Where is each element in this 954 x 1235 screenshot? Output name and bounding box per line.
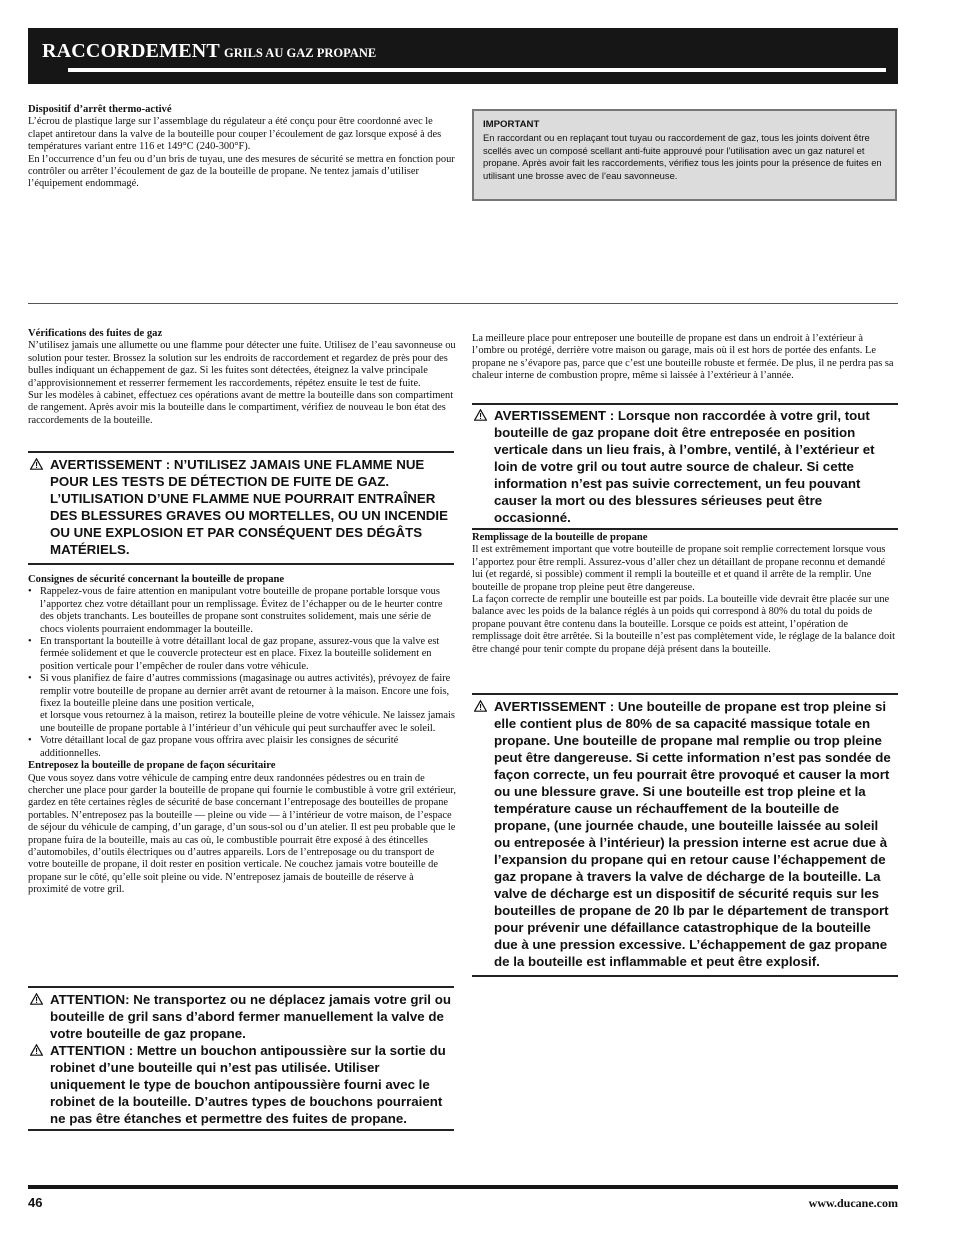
thermo-section: [28, 104, 456, 191]
warning-icon: [30, 1042, 50, 1059]
best-place-section: [472, 333, 897, 383]
warning-disconnected-text: AVERTISSEMENT : Lorsque non raccordée à votre gril, tout bouteille de gaz propane doit être entreposée en position verticale dans un lieu frais, à l’ombre, ventilé, à l’extérieur et loin de votre gril ou tout autre source de chaleur. Si cette information n’est pas suivie correctement, un feu pouvant causer la mort ou des blessures sérieuses peut être occasionné.: [494, 408, 875, 525]
thermo-paragraph-2: En l’occurrence d’un feu ou d’un bris de tuyau, une des mesures de sécurité se mettra en fonction pour contrôler ou arrêter l’écoulement de gaz de la bouteille de propane. Ne tentez jamais d’utiliser l’équipement endommagé.: [28, 153, 455, 190]
thermo-heading: Dispositif d’arrêt thermo-activé: [28, 104, 172, 115]
thermo-paragraph-1: L’écrou de plastique large sur l’assemblage du régulateur a été conçu pour être coordonné avec le clapet antiretour dans la valve de la bouteille pour couper l’écoulement de gaz lorsque exposé à des températures variant entre 116 et 149°C (240-300°F).: [28, 116, 442, 153]
refill-paragraph-1: Il est extrêmement important que votre bouteille de propane soit remplie correctement lorsque vous l’apportez pour être rempli. Assurez-vous d’aller chez un détaillant de propane reconnu et demandé lui (et regardé, si possible) comment il rempli la bouteille et et quand il arrête de la remplir. Une bouteille de propane trop pleine peut être dangereuse.: [472, 544, 886, 593]
list-item: [28, 673, 456, 735]
section-title: RACCORDEMENT: [42, 40, 220, 62]
leaks-paragraph-1: N’utilisez jamais une allumette ou une flamme pour détecter une fuite. Utilisez de l’eau savonneuse ou solution pour tester. Brossez la solution sur les endroits de raccordement et regardez de près pour des bulles indiquant un échappement de gaz. Si les fuites sont détectées, éteignez la valve principale d’approvisionnement et resserrer fermement les raccordements, répétez ensuite le test de fuite.: [28, 340, 456, 389]
important-text: En raccordant ou en replaçant tout tuyau ou raccordement de gaz, tous les joints doivent être scellés avec un composé scellant anti-fuite approuvé pour l’utilisation avec un gaz naturel et propane. Après avoir fait les raccordements, vérifiez tous les joints pour la présence de fuites en utilisant une brosse avec de l’eau savonneuse.: [483, 131, 882, 182]
website-url: www.ducane.com: [808, 1196, 898, 1210]
list-item: • Votre détaillant local de gaz propane vous offrira avec plaisir les consignes de sécurité additionnelles.: [28, 735, 456, 760]
attention-2-text: ATTENTION : Mettre un bouchon antipoussière sur la sortie du robinet d’une bouteille qui n’est pas utilisée. Utiliser uniquement le type de bouchon antipoussière fourni avec le robinet de la bouteille. D’autres types de bouchons pourraient ne pas être étanches et permettre des fuites de propane.: [50, 1043, 446, 1126]
best-place-paragraph: La meilleure place pour entreposer une bouteille de propane est dans un endroit à l’extérieur à l’ombre ou protégé, derrière votre maison ou garage, mais où il est hors de portée des enfants. Le propane ne s’évapore pas, parce que c’est une bouteille robuste et fermée. De plus, il ne perdra pas sa chaleur interne de combustion propre, même si laissée à l’extérieur à l’année.: [472, 333, 894, 382]
footer-rule: [28, 1185, 898, 1189]
leaks-section: [28, 328, 456, 427]
warning-flame: [28, 451, 454, 565]
leaks-paragraph-2: Sur les modèles à cabinet, effectuez ces opérations avant de mettre la bouteille dans son compartiment de rangement. Après avoir mis la bouteille dans le compartiment, vérifiez de nouveau le bon état des raccordements de la bouteille.: [28, 390, 454, 426]
consignes-list: [28, 586, 456, 760]
list-item-continuation: et lorsque vous retournez à la maison, retirez la bouteille pleine de votre véhicule. Ne laissez jamais une bouteille de propane portable à l’intérieur d’un véhicule qui peut surchauffer avec le soleil.: [40, 710, 455, 734]
attention-1-text: ATTENTION: Ne transportez ou ne déplacez jamais votre gril ou bouteille de gril sans d’abord fermer manuellement la valve de votre bouteille de gaz propane.: [50, 992, 451, 1041]
important-title: IMPORTANT: [483, 119, 540, 130]
section-divider: [28, 303, 898, 304]
leaks-heading: Vérifications des fuites de gaz: [28, 328, 163, 339]
warning-overfill: [472, 693, 898, 977]
warning-icon: [474, 698, 494, 715]
warning-icon: [30, 991, 50, 1008]
page-number: 46: [28, 1195, 43, 1210]
consignes-heading: Consignes de sécurité concernant la bouteille de propane: [28, 574, 285, 585]
list-item: • En transportant la bouteille à votre détaillant local de gaz propane, assurez-vous que la valve est fermée solidement et que le couvercle protecteur est en place. Fixez la bouteille solidement en position verticale pour l’empêcher de rouler dans votre véhicule.: [28, 636, 456, 673]
refill-paragraph-2: La façon correcte de remplir une bouteille est par poids. La bouteille vide devrait être placée sur une balance avec les poids de la balance réglés à un poids qui correspond à 80% du total du poids de propane pouvant être contenu dans la bouteille. Lorsque ce poids est atteint, l’opération de remplissage doit être arrêtée. Si la bouteille n’est pas complètement vide, le réglage de la balance doit être changé pour tenir compte du propane déjà présent dans la bouteille.: [472, 594, 895, 655]
warning-flame-text: AVERTISSEMENT : N’UTILISEZ JAMAIS UNE FLAMME NUE POUR LES TESTS DE DÉTECTION DE FUITE DE GAZ. L’UTILISATION D’UNE FLAMME NUE POURRAIT ENTRAÎNER DES BLESSURES GRAVES OU MORTELLES, OU UN INCENDIE OU UNE EXPLOSION ET PAR CONSÉQUENT DES DÉGÂTS MATÉRIELS.: [50, 457, 448, 557]
important-box: [472, 109, 897, 201]
list-item: • Rappelez-vous de faire attention en manipulant votre bouteille de propane portable lorsque vous l’apportez chez votre détaillant pour un remplissage. Évitez de l’échapper ou de le heurter contre des objets tranchants. Les bouteilles de propane sont construites solidement, mais une série de chocs violents pourraient endommager la bouteille.: [28, 586, 456, 636]
storage-paragraph: Que vous soyez dans votre véhicule de camping entre deux randonnées pédestres ou en train de chercher une place pour garder la bouteille de propane qui fournie le combustible à votre gril extérieur, gardez en tête certaines règles de sécurité de base concernant l’entreposage des bouteilles de propane portables. N’entreposez pas la bouteille — pleine ou vide — à l’intérieur de votre maison, de l’espace de séjour du véhicule de camping, d’un garage, d’un sous-sol ou d’un atelier. Il est peu probable que le propane fuira de la bouteille, mais au cas où, le combustible pourrait être exposé à des étincelles d’automobiles, d’outils électriques ou d’autres appareils. Lors de l’entreposage ou du transport de votre bouteille de propane, il doit rester en position verticale. Ne couchez jamais votre bouteille de propane sur le côté, qu’elle soit pleine ou vide. N’entreposez jamais de bouteille de réserve à proximité de votre gril.: [28, 772, 457, 896]
header-underline: [68, 68, 886, 72]
warning-icon: [30, 456, 50, 473]
refill-heading: Remplissage de la bouteille de propane: [472, 532, 648, 543]
storage-heading: Entreposez la bouteille de propane de façon sécuritaire: [28, 760, 276, 772]
section-subtitle: GRILS AU GAZ PROPANE: [223, 46, 377, 60]
attention-block: [28, 986, 454, 1131]
warning-overfill-text: AVERTISSEMENT : Une bouteille de propane est trop pleine si elle contient plus de 80% de sa capacité massique totale en propane. Une bouteille de propane mal remplie ou trop pleine peut être dangereuse. Si cette information n’est pas sondée de façon correcte, un feu pourrait être provoqué et causer la mort ou une blessure grave. Si une bouteille est trop pleine et la température cause un réchauffement de la bouteille de propane, (une journée chaude, une bouteille laissée au soleil ou entreposée à l’intérieur) la pression interne est acrue due à l’expansion du propane qui en retour cause l’échappement de gaz propane à travers la valve de décharge de la bouteille. La valve de décharge est un dispositif de sécurité requis sur les bouteilles de propane de 20 lb par le département de transport pour prévenir une défaillance catastrophique de la bouteille due à une pression excessive. L’échappement de gaz propane de la bouteille est inflammable et peut être explosif.: [494, 699, 891, 969]
refill-section: [472, 532, 897, 656]
list-item-text: Si vous planifiez de faire d’autres commissions (magasinage ou autres activités), prévoyez de faire remplir votre bouteille de propane au dernier arrêt avant de retourner à la maison. Encore une fois, fixez la bouteille pleine dans une position verticale,: [40, 673, 451, 710]
warning-icon: [474, 407, 494, 424]
section-header: [28, 28, 898, 84]
warning-disconnected: [472, 403, 898, 530]
consignes-section: [28, 574, 456, 897]
